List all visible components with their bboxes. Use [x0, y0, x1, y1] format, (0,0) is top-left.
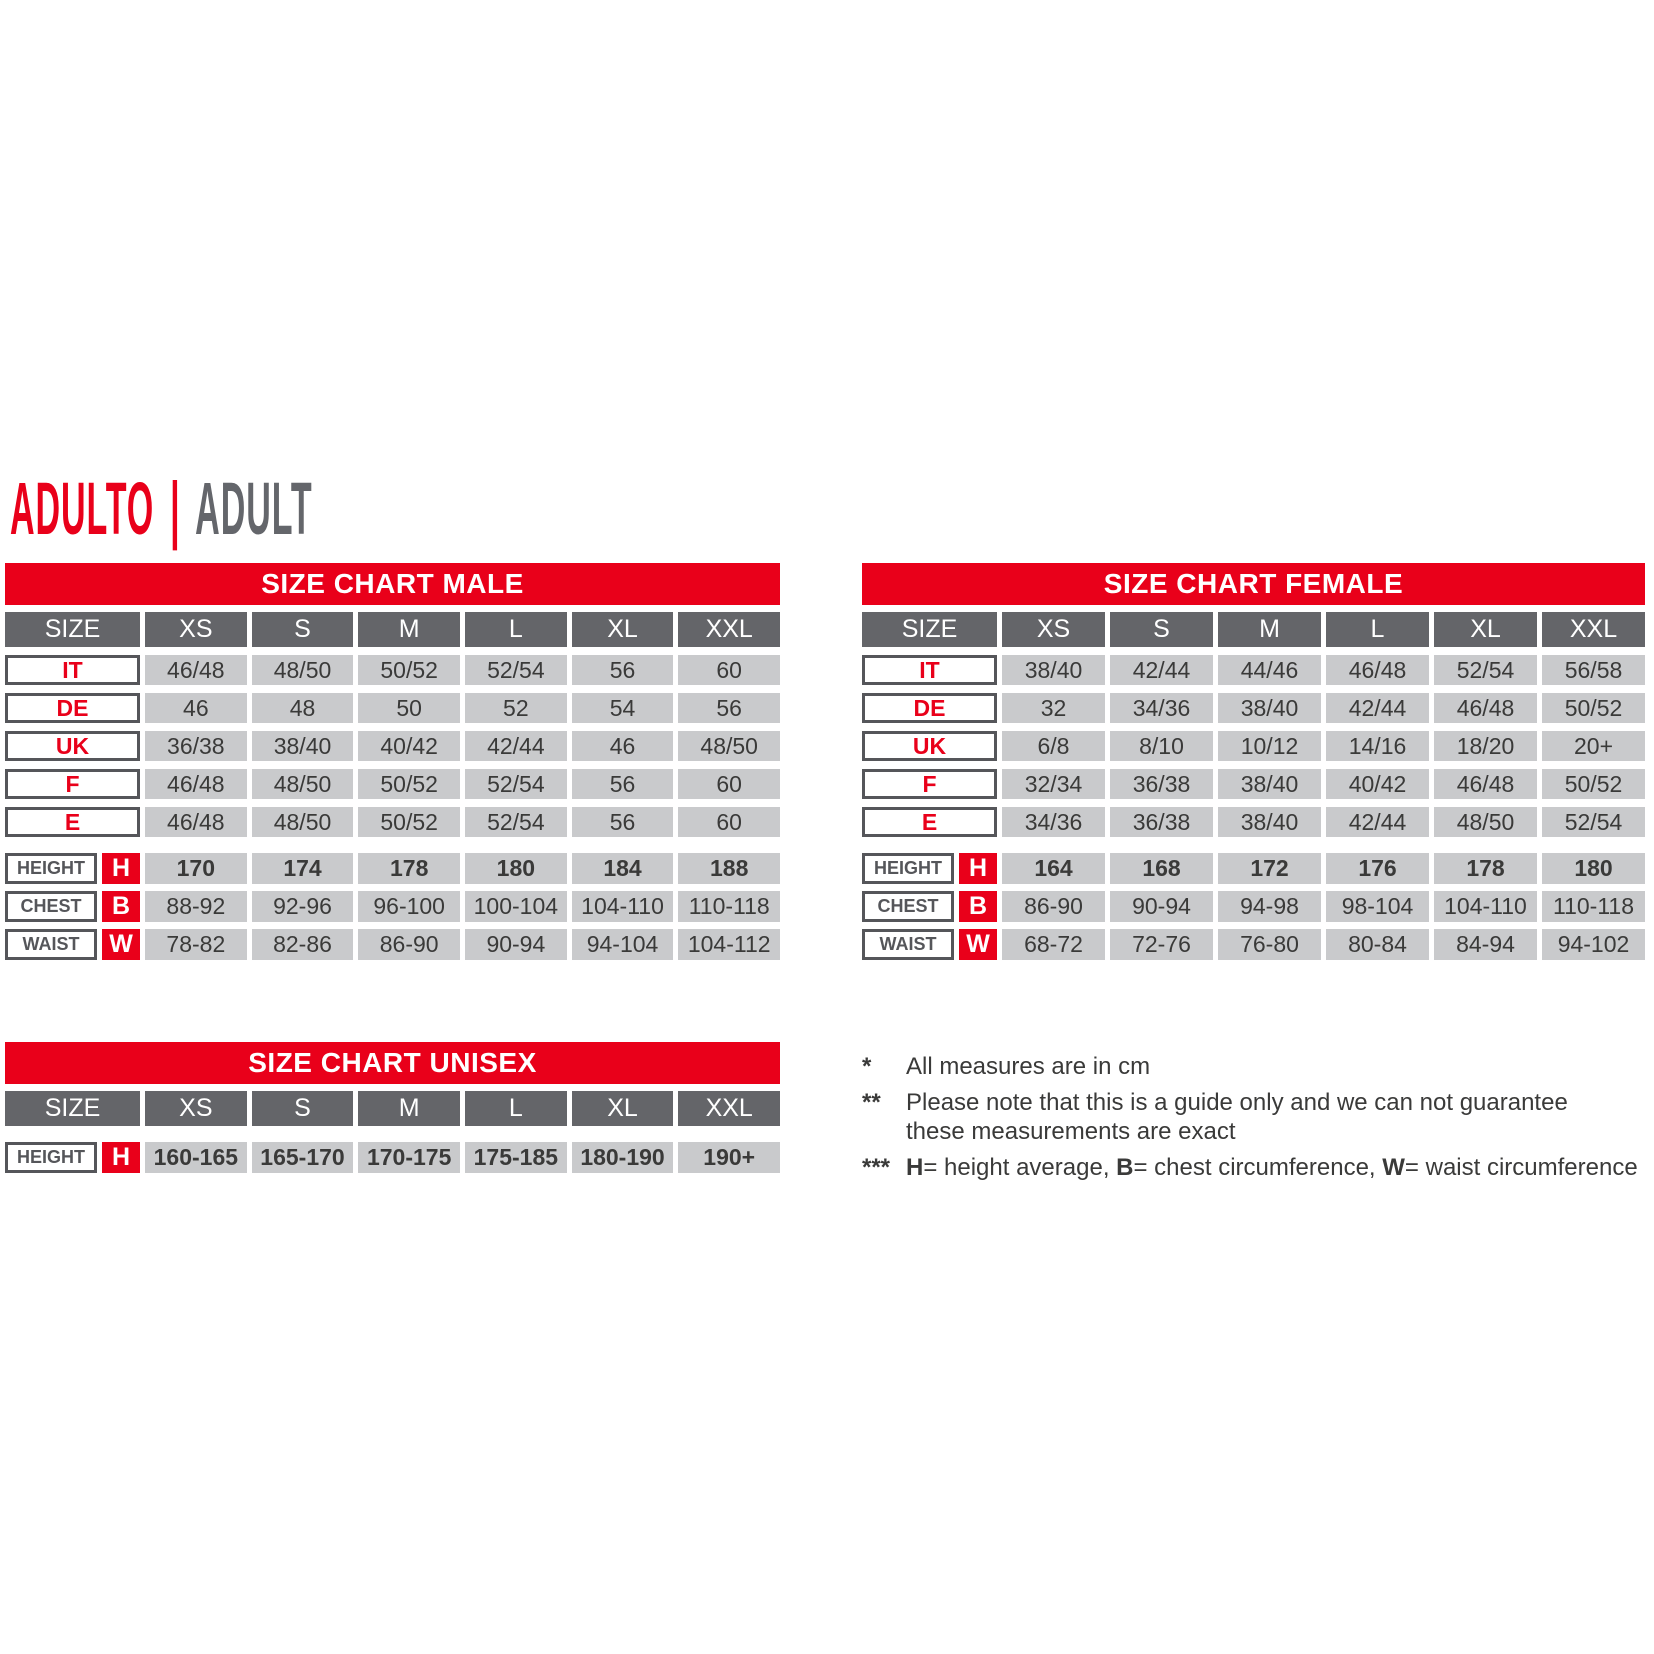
measure-code-w: W — [959, 929, 997, 960]
size-cell: 36/38 — [145, 731, 247, 761]
size-row — [5, 731, 780, 761]
table-title-bar: SIZE CHART FEMALE — [862, 563, 1645, 605]
measure-cell: 180 — [1542, 853, 1645, 884]
size-cell: 52/54 — [1542, 807, 1645, 837]
row-label-de: DE — [5, 693, 140, 723]
measure-cell: 168 — [1110, 853, 1213, 884]
measure-cell: 175-185 — [465, 1142, 567, 1173]
size-cell: 36/38 — [1110, 769, 1213, 799]
measure-label-height: HEIGHT — [5, 853, 97, 884]
measure-code-b: B — [959, 891, 997, 922]
header-cell: XS — [145, 612, 247, 647]
size-cell: 38/40 — [1218, 693, 1321, 723]
measure-code-h: H — [102, 1142, 140, 1173]
measure-cell: 68-72 — [1002, 929, 1105, 960]
measure-cell: 188 — [678, 853, 780, 884]
header-row — [5, 1091, 780, 1126]
measure-cell: 104-112 — [678, 929, 780, 960]
size-row — [5, 807, 780, 837]
size-cell: 56 — [572, 807, 674, 837]
header-cell: S — [252, 612, 354, 647]
measure-cell: 84-94 — [1434, 929, 1537, 960]
footnote-marker: ** — [862, 1089, 881, 1116]
header-cell-size: SIZE — [5, 1091, 140, 1126]
size-cell: 52/54 — [465, 807, 567, 837]
measure-row — [862, 891, 1645, 922]
size-chart-female-table — [862, 563, 1645, 960]
footnote-segment: = height average, — [923, 1154, 1117, 1181]
measure-cell: 165-170 — [252, 1142, 354, 1173]
size-cell: 56 — [678, 693, 780, 723]
size-cell: 56 — [572, 769, 674, 799]
size-cell: 32 — [1002, 693, 1105, 723]
size-cell: 32/34 — [1002, 769, 1105, 799]
footnote-line — [906, 1153, 1654, 1182]
footnote-marker: *** — [862, 1154, 891, 1181]
size-row — [5, 769, 780, 799]
measure-cell: 170 — [145, 853, 247, 884]
size-cell: 40/42 — [1326, 769, 1429, 799]
size-cell: 50/52 — [1542, 693, 1645, 723]
size-row — [862, 807, 1645, 837]
size-cell: 40/42 — [358, 731, 460, 761]
size-cell: 38/40 — [252, 731, 354, 761]
size-cell: 48/50 — [252, 655, 354, 685]
measure-cell: 164 — [1002, 853, 1105, 884]
measure-cell: 184 — [572, 853, 674, 884]
size-cell: 44/46 — [1218, 655, 1321, 685]
header-cell: M — [1218, 612, 1321, 647]
size-row — [862, 655, 1645, 685]
measure-cell: 178 — [1434, 853, 1537, 884]
measure-cell: 176 — [1326, 853, 1429, 884]
size-cell: 52/54 — [465, 769, 567, 799]
header-cell: L — [1326, 612, 1429, 647]
header-cell: M — [358, 612, 460, 647]
size-chart-male-table — [5, 563, 780, 960]
row-label-f: F — [5, 769, 140, 799]
measure-code-h: H — [959, 853, 997, 884]
size-cell: 50/52 — [1542, 769, 1645, 799]
header-cell: XXL — [678, 1091, 780, 1126]
title-separator: | — [170, 467, 181, 550]
size-cell: 38/40 — [1002, 655, 1105, 685]
header-cell: XXL — [678, 612, 780, 647]
size-cell: 46/48 — [1434, 693, 1537, 723]
size-cell: 42/44 — [465, 731, 567, 761]
size-cell: 50/52 — [358, 807, 460, 837]
footnote-segment: = waist circumference — [1404, 1154, 1638, 1181]
measure-row — [862, 929, 1645, 960]
measure-cell: 110-118 — [678, 891, 780, 922]
measure-cell: 96-100 — [358, 891, 460, 922]
size-cell: 56/58 — [1542, 655, 1645, 685]
size-cell: 18/20 — [1434, 731, 1537, 761]
footnote — [862, 1052, 1654, 1081]
size-cell: 14/16 — [1326, 731, 1429, 761]
measure-cell: 82-86 — [252, 929, 354, 960]
measure-label-waist: WAIST — [862, 929, 954, 960]
measure-cell: 174 — [252, 853, 354, 884]
footnote-line — [906, 1088, 1654, 1117]
measure-cell: 86-90 — [358, 929, 460, 960]
measure-cell: 178 — [358, 853, 460, 884]
measure-cell: 110-118 — [1542, 891, 1645, 922]
size-cell: 50/52 — [358, 769, 460, 799]
title-adult: ADULT — [195, 467, 313, 550]
size-cell: 48/50 — [1434, 807, 1537, 837]
measure-label-chest: CHEST — [5, 891, 97, 922]
header-cell: M — [358, 1091, 460, 1126]
size-cell: 60 — [678, 769, 780, 799]
size-cell: 38/40 — [1218, 807, 1321, 837]
header-cell: S — [252, 1091, 354, 1126]
footnote-line — [906, 1052, 1654, 1081]
header-cell-size: SIZE — [862, 612, 997, 647]
footnote — [862, 1088, 1654, 1146]
footnotes — [862, 1052, 1654, 1182]
header-cell: XL — [572, 1091, 674, 1126]
measure-row — [5, 853, 780, 884]
footnote-text — [906, 1088, 1654, 1146]
size-cell: 34/36 — [1002, 807, 1105, 837]
measure-cell: 172 — [1218, 853, 1321, 884]
measure-label-height: HEIGHT — [862, 853, 954, 884]
measure-cell: 86-90 — [1002, 891, 1105, 922]
measure-rows-group — [5, 853, 780, 960]
size-cell: 60 — [678, 807, 780, 837]
measure-code-h: H — [102, 853, 140, 884]
size-cell: 46/48 — [145, 769, 247, 799]
footnote-segment: All measures are in cm — [906, 1053, 1151, 1080]
measure-cell: 88-92 — [145, 891, 247, 922]
size-row — [5, 655, 780, 685]
measure-cell: 190+ — [678, 1142, 780, 1173]
footnote-text — [906, 1052, 1654, 1081]
measure-code-b: B — [102, 891, 140, 922]
measure-cell: 80-84 — [1326, 929, 1429, 960]
measure-cell: 94-104 — [572, 929, 674, 960]
size-cell: 46/48 — [1434, 769, 1537, 799]
size-cell: 38/40 — [1218, 769, 1321, 799]
footnote-marker: * — [862, 1053, 872, 1080]
header-cell-size: SIZE — [5, 612, 140, 647]
size-cell: 48 — [252, 693, 354, 723]
row-label-f: F — [862, 769, 997, 799]
footnote-segment: = chest circumference, — [1133, 1154, 1383, 1181]
size-cell: 6/8 — [1002, 731, 1105, 761]
footnote-segment: H — [906, 1154, 924, 1181]
measure-cell: 180-190 — [572, 1142, 674, 1173]
size-cell: 48/50 — [678, 731, 780, 761]
header-cell: XXL — [1542, 612, 1645, 647]
measure-cell: 90-94 — [1110, 891, 1213, 922]
measure-label-height: HEIGHT — [5, 1142, 97, 1173]
measure-cell: 90-94 — [465, 929, 567, 960]
measure-cell: 94-102 — [1542, 929, 1645, 960]
row-label-de: DE — [862, 693, 997, 723]
header-cell: S — [1110, 612, 1213, 647]
size-row — [862, 693, 1645, 723]
header-cell: L — [465, 1091, 567, 1126]
footnote — [862, 1153, 1654, 1182]
size-cell: 50/52 — [358, 655, 460, 685]
size-cell: 56 — [572, 655, 674, 685]
size-cell: 46 — [145, 693, 247, 723]
footnote-line — [906, 1117, 1654, 1146]
footnote-segment: these measurements are exact — [906, 1118, 1236, 1145]
size-chart-unisex-table — [5, 1042, 780, 1173]
size-cell: 46/48 — [1326, 655, 1429, 685]
size-cell: 10/12 — [1218, 731, 1321, 761]
size-cell: 8/10 — [1110, 731, 1213, 761]
row-label-it: IT — [862, 655, 997, 685]
size-cell: 46/48 — [145, 655, 247, 685]
row-label-it: IT — [5, 655, 140, 685]
size-cell: 42/44 — [1110, 655, 1213, 685]
measure-row — [5, 929, 780, 960]
size-row — [5, 693, 780, 723]
size-cell: 34/36 — [1110, 693, 1213, 723]
measure-row — [5, 891, 780, 922]
size-cell: 52 — [465, 693, 567, 723]
size-cell: 52/54 — [1434, 655, 1537, 685]
size-cell: 60 — [678, 655, 780, 685]
measure-label-waist: WAIST — [5, 929, 97, 960]
measure-cell: 94-98 — [1218, 891, 1321, 922]
measure-cell: 76-80 — [1218, 929, 1321, 960]
measure-row — [5, 1142, 780, 1173]
measure-cell: 92-96 — [252, 891, 354, 922]
size-cell: 42/44 — [1326, 807, 1429, 837]
size-cell: 20+ — [1542, 731, 1645, 761]
size-cell: 42/44 — [1326, 693, 1429, 723]
header-cell: XS — [1002, 612, 1105, 647]
measure-row — [862, 853, 1645, 884]
measure-label-chest: CHEST — [862, 891, 954, 922]
page-title — [10, 467, 313, 550]
measure-cell: 170-175 — [358, 1142, 460, 1173]
measure-cell: 72-76 — [1110, 929, 1213, 960]
title-adulto: ADULTO — [10, 467, 155, 550]
measure-rows-group — [5, 1142, 780, 1173]
size-cell: 48/50 — [252, 807, 354, 837]
header-row — [862, 612, 1645, 647]
measure-cell: 98-104 — [1326, 891, 1429, 922]
measure-cell: 100-104 — [465, 891, 567, 922]
row-label-uk: UK — [862, 731, 997, 761]
size-cell: 36/38 — [1110, 807, 1213, 837]
footnote-text — [906, 1153, 1654, 1182]
row-label-e: E — [5, 807, 140, 837]
measure-rows-group — [862, 853, 1645, 960]
size-row — [862, 769, 1645, 799]
footnote-segment: Please note that this is a guide only and we can not guarantee — [906, 1089, 1568, 1116]
measure-cell: 104-110 — [1434, 891, 1537, 922]
measure-cell: 180 — [465, 853, 567, 884]
footnote-segment: B — [1116, 1154, 1134, 1181]
size-cell: 46 — [572, 731, 674, 761]
size-cell: 46/48 — [145, 807, 247, 837]
size-row — [862, 731, 1645, 761]
size-cell: 52/54 — [465, 655, 567, 685]
header-cell: XL — [572, 612, 674, 647]
size-cell: 50 — [358, 693, 460, 723]
size-cell: 48/50 — [252, 769, 354, 799]
row-label-e: E — [862, 807, 997, 837]
size-cell: 54 — [572, 693, 674, 723]
header-cell: L — [465, 612, 567, 647]
measure-code-w: W — [102, 929, 140, 960]
table-title-bar: SIZE CHART MALE — [5, 563, 780, 605]
header-cell: XS — [145, 1091, 247, 1126]
footnote-segment: W — [1382, 1154, 1405, 1181]
table-title-bar: SIZE CHART UNISEX — [5, 1042, 780, 1084]
measure-cell: 78-82 — [145, 929, 247, 960]
row-label-uk: UK — [5, 731, 140, 761]
header-row — [5, 612, 780, 647]
header-cell: XL — [1434, 612, 1537, 647]
measure-cell: 104-110 — [572, 891, 674, 922]
measure-cell: 160-165 — [145, 1142, 247, 1173]
